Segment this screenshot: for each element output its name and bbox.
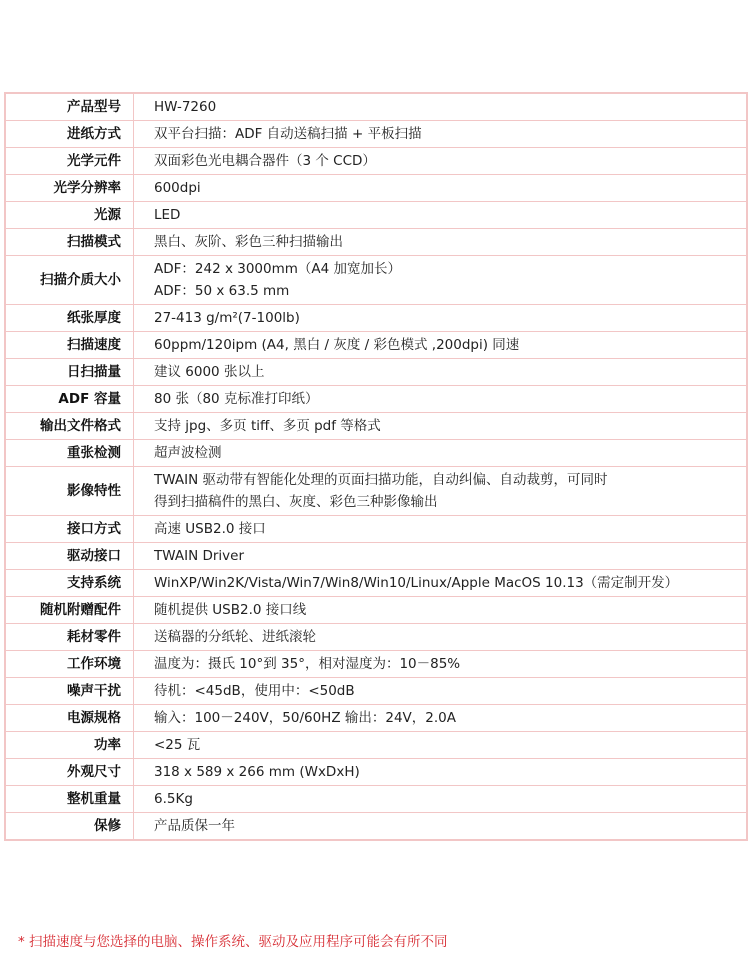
spec-value-line: TWAIN 驱动带有智能化处理的页面扫描功能，自动纠偏、自动裁剪，可同时 <box>154 472 608 488</box>
spec-label: 扫描介质大小 <box>5 256 134 305</box>
spec-row <box>5 413 747 440</box>
spec-label: 保修 <box>5 813 134 841</box>
spec-row <box>5 732 747 759</box>
spec-label: ADF 容量 <box>5 386 134 413</box>
spec-value-line: 随机提供 USB2.0 接口线 <box>154 602 307 618</box>
spec-value <box>134 467 748 516</box>
spec-label: 产品型号 <box>5 93 134 121</box>
spec-row <box>5 148 747 175</box>
spec-label: 纸张厚度 <box>5 305 134 332</box>
spec-row <box>5 202 747 229</box>
spec-value-line: <25 瓦 <box>154 737 201 753</box>
spec-value-line: 双平台扫描：ADF 自动送稿扫描 + 平板扫描 <box>154 126 422 142</box>
spec-value-line: 27-413 g/m²(7-100lb) <box>154 310 300 326</box>
spec-row <box>5 597 747 624</box>
spec-value <box>134 624 748 651</box>
spec-label: 进纸方式 <box>5 121 134 148</box>
spec-label: 日扫描量 <box>5 359 134 386</box>
spec-label: 支持系统 <box>5 570 134 597</box>
spec-label: 重张检测 <box>5 440 134 467</box>
spec-row <box>5 624 747 651</box>
spec-label: 驱动接口 <box>5 543 134 570</box>
spec-value <box>134 256 748 305</box>
spec-value-line: HW-7260 <box>154 99 217 115</box>
spec-value <box>134 651 748 678</box>
spec-value <box>134 516 748 543</box>
spec-value <box>134 440 748 467</box>
spec-value-line: 输入：100－240V，50/60HZ 输出：24V，2.0A <box>154 710 456 726</box>
spec-value <box>134 332 748 359</box>
spec-value-line: 产品质保一年 <box>154 818 235 834</box>
spec-row <box>5 440 747 467</box>
spec-row <box>5 467 747 516</box>
spec-table-body <box>5 93 747 840</box>
footnote: * 扫描速度与您选择的电脑、操作系统、驱动及应用程序可能会有所不同 <box>18 934 448 950</box>
spec-label: 输出文件格式 <box>5 413 134 440</box>
spec-row <box>5 543 747 570</box>
spec-value <box>134 732 748 759</box>
spec-value-line: ADF：50 x 63.5 mm <box>154 283 290 299</box>
spec-row <box>5 175 747 202</box>
spec-value-line: 双面彩色光电耦合器件（3 个 CCD） <box>154 153 376 169</box>
spec-row <box>5 93 747 121</box>
spec-row <box>5 678 747 705</box>
spec-value-line: 得到扫描稿件的黑白、灰度、彩色三种影像输出 <box>154 494 438 510</box>
spec-value <box>134 786 748 813</box>
spec-row <box>5 386 747 413</box>
spec-row <box>5 516 747 543</box>
spec-value-line: 待机：<45dB，使用中：<50dB <box>154 683 355 699</box>
spec-label: 光学元件 <box>5 148 134 175</box>
spec-label: 接口方式 <box>5 516 134 543</box>
spec-value-line: 支持 jpg、多页 tiff、多页 pdf 等格式 <box>154 418 381 434</box>
spec-value <box>134 121 748 148</box>
spec-label: 扫描速度 <box>5 332 134 359</box>
spec-value <box>134 597 748 624</box>
spec-row <box>5 359 747 386</box>
spec-value-line: 送稿器的分纸轮、进纸滚轮 <box>154 629 316 645</box>
spec-value <box>134 359 748 386</box>
spec-value-line: 80 张（80 克标准打印纸） <box>154 391 319 407</box>
spec-value-line: WinXP/Win2K/Vista/Win7/Win8/Win10/Linux/Apple MacOS 10.13（需定制开发） <box>154 575 679 591</box>
spec-value <box>134 543 748 570</box>
spec-value <box>134 202 748 229</box>
spec-table <box>4 92 748 841</box>
spec-row <box>5 759 747 786</box>
spec-value <box>134 229 748 256</box>
spec-row <box>5 332 747 359</box>
spec-label: 耗材零件 <box>5 624 134 651</box>
spec-value-line: ADF：242 x 3000mm（A4 加宽加长） <box>154 261 402 277</box>
spec-value-line: 318 x 589 x 266 mm (WxDxH) <box>154 764 360 780</box>
spec-label: 工作环境 <box>5 651 134 678</box>
spec-row <box>5 705 747 732</box>
spec-value-line: 温度为：摄氏 10°到 35°，相对湿度为：10－85% <box>154 656 461 672</box>
spec-label: 噪声干扰 <box>5 678 134 705</box>
spec-value <box>134 175 748 202</box>
spec-value <box>134 678 748 705</box>
spec-value <box>134 813 748 841</box>
spec-value-line: 黑白、灰阶、彩色三种扫描输出 <box>154 234 343 250</box>
spec-row <box>5 786 747 813</box>
spec-label: 外观尺寸 <box>5 759 134 786</box>
spec-value <box>134 386 748 413</box>
spec-row <box>5 256 747 305</box>
spec-label: 电源规格 <box>5 705 134 732</box>
spec-label: 光源 <box>5 202 134 229</box>
spec-label: 扫描模式 <box>5 229 134 256</box>
spec-row <box>5 229 747 256</box>
spec-value-line: 高速 USB2.0 接口 <box>154 521 266 537</box>
spec-value-line: LED <box>154 207 181 223</box>
spec-value-line: TWAIN Driver <box>154 548 245 564</box>
spec-value-line: 超声波检测 <box>154 445 222 461</box>
spec-label: 功率 <box>5 732 134 759</box>
spec-label: 整机重量 <box>5 786 134 813</box>
spec-value <box>134 93 748 121</box>
spec-value <box>134 413 748 440</box>
spec-label: 光学分辨率 <box>5 175 134 202</box>
spec-value <box>134 570 748 597</box>
spec-row <box>5 570 747 597</box>
spec-value-line: 建议 6000 张以上 <box>154 364 265 380</box>
spec-row <box>5 651 747 678</box>
spec-label: 影像特性 <box>5 467 134 516</box>
spec-value <box>134 148 748 175</box>
spec-row <box>5 121 747 148</box>
spec-row <box>5 305 747 332</box>
spec-value <box>134 705 748 732</box>
spec-value <box>134 759 748 786</box>
spec-value-line: 600dpi <box>154 180 201 196</box>
spec-label: 随机附赠配件 <box>5 597 134 624</box>
spec-row <box>5 813 747 841</box>
spec-value-line: 60ppm/120ipm (A4, 黑白 / 灰度 / 彩色模式 ,200dpi) 同速 <box>154 337 520 353</box>
spec-value <box>134 305 748 332</box>
spec-value-line: 6.5Kg <box>154 791 193 807</box>
